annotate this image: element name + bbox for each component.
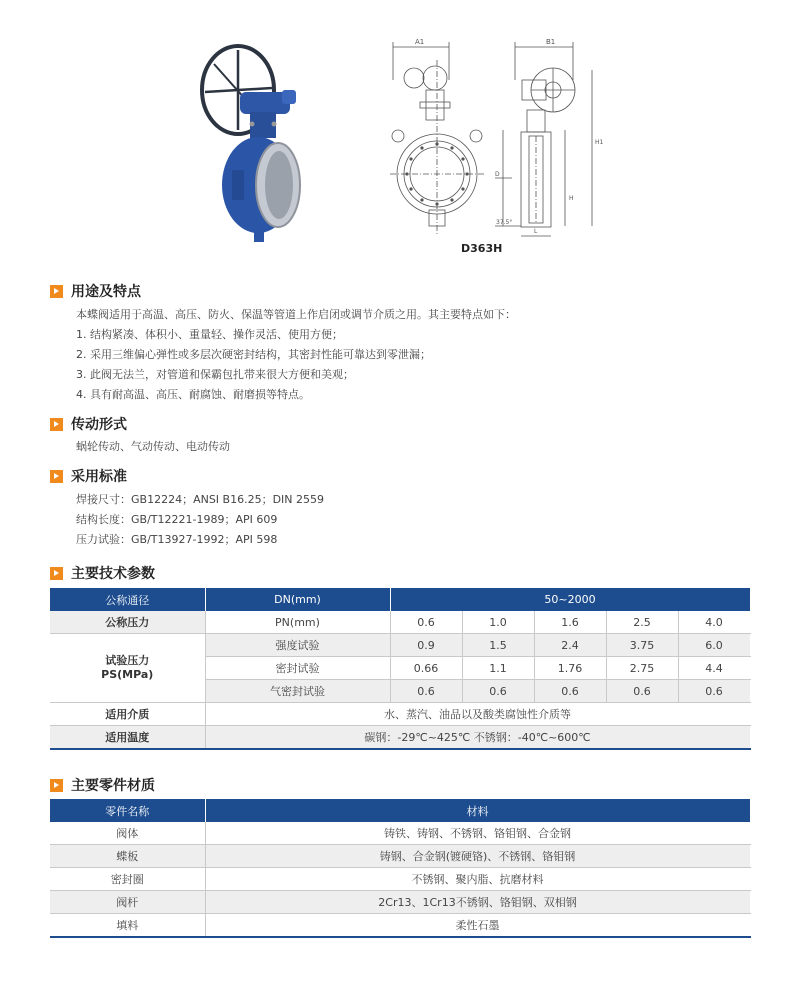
row-label: 密封试验 (205, 657, 390, 680)
standards-text (76, 490, 324, 550)
table-cell: 1.5 (462, 634, 534, 657)
svg-text:H: H (569, 195, 574, 202)
part-name: 阀体 (50, 822, 205, 845)
table-row (50, 611, 750, 634)
section-title: 主要零件材质 (71, 778, 155, 794)
section-marker-icon (50, 418, 63, 431)
row-label: 气密封试验 (205, 680, 390, 703)
svg-text:H1: H1 (595, 139, 604, 146)
part-material: 铸铁、铸钢、不锈钢、铬钼钢、合金钢 (205, 822, 750, 845)
table-cell: 0.6 (390, 611, 462, 634)
header-cell: 材料 (205, 799, 750, 822)
part-material: 不锈钢、聚内脂、抗磨材料 (205, 868, 750, 891)
usage-line: 本蝶阀适用于高温、高压、防火、保温等管道上作启闭或调节介质之用。其主要特点如下： (76, 308, 516, 321)
standards-line: 压力试验：GB/T13927-1992；API 598 (76, 533, 278, 546)
standards-line: 焊接尺寸：GB12224；ANSI B16.25；DIN 2559 (76, 493, 325, 506)
part-material: 柔性石墨 (205, 914, 750, 938)
test-pressure-label-line: 试验压力 (105, 654, 150, 667)
figure-caption: D363H (461, 242, 503, 255)
header-cell: 零件名称 (50, 799, 205, 822)
table-cell: 1.1 (462, 657, 534, 680)
table-cell: 4.0 (678, 611, 750, 634)
part-name: 填料 (50, 914, 205, 938)
svg-text:L: L (534, 228, 538, 235)
section-standards-heading (50, 466, 127, 486)
table-header-row (50, 799, 750, 822)
table-cell: 6.0 (678, 634, 750, 657)
table-row (50, 845, 750, 868)
part-name: 密封圈 (50, 868, 205, 891)
table-row (50, 868, 750, 891)
table-row (50, 726, 750, 750)
part-material: 2Cr13、1Cr13不锈钢、铬钼钢、双相钢 (205, 891, 750, 914)
row-label: 适用介质 (50, 703, 205, 726)
usage-line: 1. 结构紧凑、体积小、重量轻、操作灵活、使用方便； (76, 328, 343, 341)
figure-area (0, 0, 800, 262)
part-name: 阀杆 (50, 891, 205, 914)
table-cell: 1.0 (462, 611, 534, 634)
section-title: 传动形式 (71, 417, 127, 433)
materials-table (50, 799, 751, 938)
section-materials-heading (50, 775, 155, 795)
table-cell: 碳钢：-29℃~425℃ 不锈钢：-40℃~600℃ (205, 726, 750, 750)
section-marker-icon (50, 779, 63, 792)
drive-text (76, 437, 230, 457)
header-cell: 50~2000 (390, 588, 750, 611)
table-row (50, 914, 750, 938)
table-cell: 4.4 (678, 657, 750, 680)
test-pressure-label-line: PS(MPa) (101, 668, 154, 681)
table-cell: 0.6 (678, 680, 750, 703)
header-cell: DN(mm) (205, 588, 390, 611)
table-cell: 0.6 (462, 680, 534, 703)
table-row (50, 703, 750, 726)
part-material: 铸钢、合金钢(镀硬铬)、不锈钢、铬钼钢 (205, 845, 750, 868)
row-label: 适用温度 (50, 726, 205, 750)
side-view-drawing (495, 38, 604, 236)
usage-text (76, 305, 516, 405)
table-cell: 0.6 (534, 680, 606, 703)
usage-line: 4. 具有耐高温、高压、耐腐蚀、耐磨损等特点。 (76, 388, 310, 401)
table-cell: 0.66 (390, 657, 462, 680)
standards-line: 结构长度：GB/T12221-1989；API 609 (76, 513, 278, 526)
table-cell: 1.76 (534, 657, 606, 680)
section-marker-icon (50, 470, 63, 483)
table-row (50, 634, 750, 657)
table-row (50, 822, 750, 845)
section-title: 采用标准 (71, 469, 127, 485)
table-cell: 2.75 (606, 657, 678, 680)
table-cell: 0.6 (390, 680, 462, 703)
svg-text:37.5°: 37.5° (496, 219, 513, 226)
drive-line: 蜗轮传动、气动传动、电动传动 (76, 440, 230, 453)
table-row (50, 891, 750, 914)
section-title: 主要技术参数 (71, 566, 155, 582)
row-label: 强度试验 (205, 634, 390, 657)
usage-line: 2. 采用三维偏心弹性或多层次硬密封结构，其密封性能可靠达到零泄漏； (76, 348, 431, 361)
row-label: 公称压力 (50, 611, 205, 634)
section-marker-icon (50, 285, 63, 298)
valve-figures (0, 0, 800, 262)
section-drive-heading (50, 414, 127, 434)
table-header-row (50, 588, 750, 611)
section-usage-heading (50, 281, 141, 301)
svg-text:D: D (495, 171, 500, 178)
table-cell: 水、蒸汽、油品以及酸类腐蚀性介质等 (205, 703, 750, 726)
table-cell: 0.6 (606, 680, 678, 703)
section-params-heading (50, 563, 155, 583)
params-table (50, 588, 751, 750)
svg-text:B1: B1 (546, 38, 556, 46)
header-cell: 公称通径 (50, 588, 205, 611)
section-title: 用途及特点 (71, 284, 141, 300)
table-cell: 3.75 (606, 634, 678, 657)
table-cell: 2.5 (606, 611, 678, 634)
part-name: 蝶板 (50, 845, 205, 868)
test-pressure-label (50, 634, 205, 703)
row-unit: PN(mm) (205, 611, 390, 634)
valve-photo (202, 46, 300, 242)
table-cell: 0.9 (390, 634, 462, 657)
svg-text:A1: A1 (415, 38, 425, 46)
usage-line: 3. 此阀无法兰，对管道和保霸包扎带来很大方便和美观； (76, 368, 354, 381)
section-marker-icon (50, 567, 63, 580)
table-cell: 1.6 (534, 611, 606, 634)
table-cell: 2.4 (534, 634, 606, 657)
